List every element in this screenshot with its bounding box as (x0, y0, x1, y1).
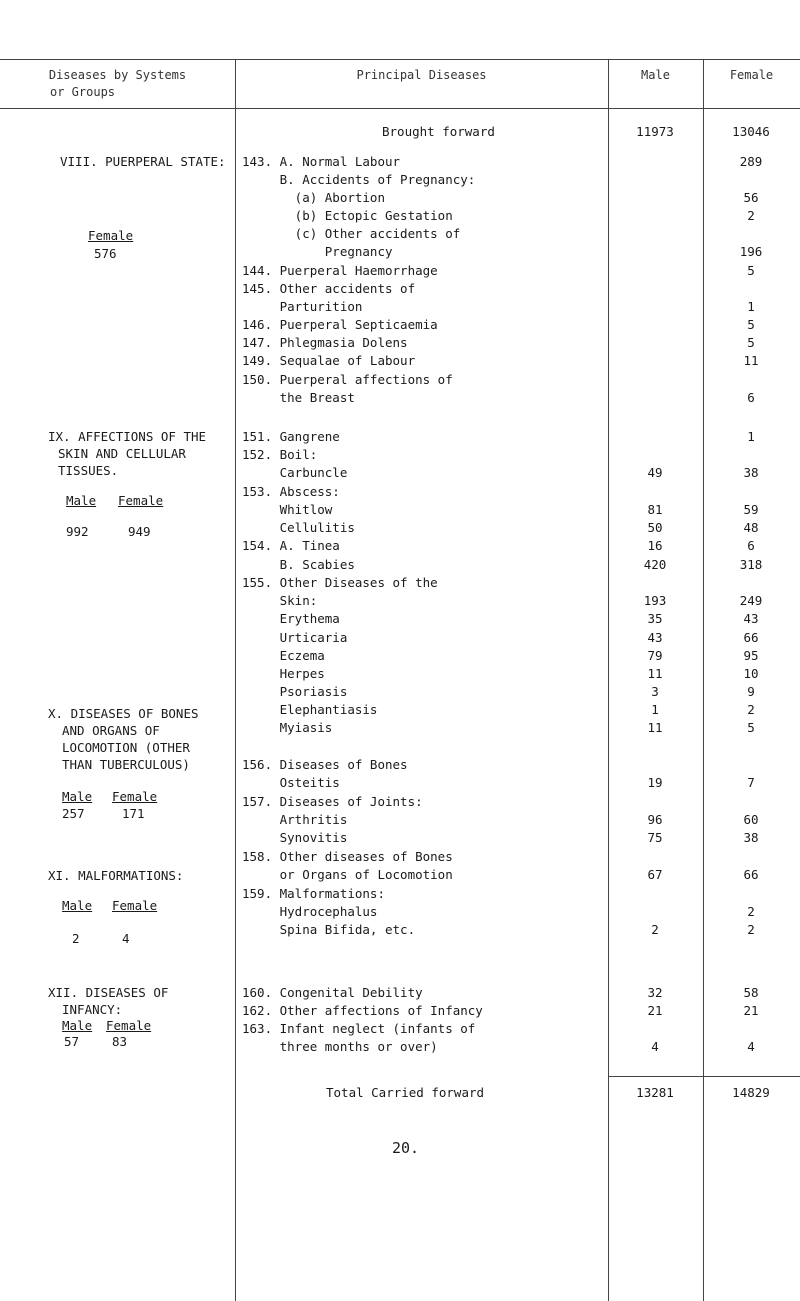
row-label: Cellulitis (242, 520, 355, 535)
group-viii-sub-label: Female (88, 228, 134, 243)
row-female-value: 5 (747, 317, 755, 332)
group-xii-male-label: Male (62, 1018, 93, 1033)
row-male-value: 11 (647, 666, 663, 681)
row-female-value: 6 (747, 390, 755, 405)
row-label: or Organs of Locomotion (242, 867, 453, 882)
row-female-value: 59 (743, 502, 759, 517)
row-female-value: 196 (739, 244, 763, 259)
row-female-value: 6 (747, 538, 755, 553)
row-male-value: 35 (647, 611, 663, 626)
row-label: 150. Puerperal affections of (242, 372, 453, 387)
row-female-value: 11 (743, 353, 759, 368)
row-label: Eczema (242, 648, 325, 663)
row-label: 157. Diseases of Joints: (242, 794, 423, 809)
row-female-value: 95 (743, 648, 759, 663)
row-label: 147. Phlegmasia Dolens (242, 335, 408, 350)
row-male-value: 49 (647, 465, 663, 480)
row-label: Spina Bifida, etc. (242, 922, 416, 937)
row-female-value: 43 (743, 611, 759, 626)
row-male-value: 96 (647, 812, 663, 827)
group-x-male-label: Male (62, 789, 93, 804)
group-viii-sub-value: 576 (94, 246, 117, 261)
row-label: Skin: (242, 593, 318, 608)
group-xii-title-2: INFANCY: (62, 1002, 123, 1017)
row-label: Pregnancy (242, 244, 393, 259)
row-male-value: 81 (647, 502, 663, 517)
row-female-value: 1 (747, 299, 755, 314)
row-female-value: 66 (743, 867, 759, 882)
row-female-value: 38 (743, 465, 759, 480)
row-male-value: 79 (647, 648, 663, 663)
row-female-value: 5 (747, 720, 755, 735)
row-male-value: 193 (643, 593, 667, 608)
row-label: Hydrocephalus (242, 904, 378, 919)
row-label: Carbuncle (242, 465, 348, 480)
row-label: 143. A. Normal Labour (242, 154, 401, 169)
row-female-value: 38 (743, 830, 759, 845)
header-systems-line1: Diseases by Systems (48, 68, 187, 82)
brought-forward-male: 11973 (636, 124, 674, 139)
row-male-value: 1 (651, 702, 659, 717)
row-female-value: 1 (747, 429, 755, 444)
row-male-value: 75 (647, 830, 663, 845)
page-number: 20. (392, 1139, 420, 1157)
row-female-value: 2 (747, 702, 755, 717)
group-x-title-3: LOCOMOTION (OTHER (62, 740, 190, 755)
header-male: Male (641, 68, 670, 82)
group-x-female-value: 171 (122, 806, 145, 821)
row-male-value: 16 (647, 538, 663, 553)
row-female-value: 56 (743, 190, 759, 205)
group-x-title-2: AND ORGANS OF (62, 723, 160, 738)
group-ix-female-value: 949 (128, 524, 151, 539)
row-label: Erythema (242, 611, 340, 626)
row-label: three months or over) (242, 1039, 438, 1054)
header-female: Female (729, 68, 774, 82)
group-x-title-4: THAN TUBERCULOUS) (62, 757, 190, 772)
row-label: Urticaria (242, 630, 348, 645)
row-label: 151. Gangrene (242, 429, 340, 444)
group-x-female-label: Female (112, 789, 158, 804)
row-label: Myiasis (242, 720, 333, 735)
row-male-value: 2 (651, 922, 659, 937)
group-xii-male-value: 57 (64, 1034, 80, 1049)
row-label: Parturition (242, 299, 363, 314)
row-label: 144. Puerperal Haemorrhage (242, 263, 438, 278)
group-xi-female-label: Female (112, 898, 158, 913)
row-label: (a) Abortion (242, 190, 385, 205)
row-female-value: 289 (739, 154, 763, 169)
group-xi-male-label: Male (62, 898, 93, 913)
row-female-value: 21 (743, 1003, 759, 1018)
brought-forward-female: 13046 (732, 124, 770, 139)
row-female-value: 318 (739, 557, 763, 572)
group-ix-male-value: 992 (66, 524, 89, 539)
total-label: Total Carried forward (326, 1085, 485, 1100)
group-xii-title-1: XII. DISEASES OF (48, 985, 169, 1000)
header-rule (0, 108, 800, 109)
group-ix-title-3: TISSUES. (58, 463, 119, 478)
row-female-value: 2 (747, 904, 755, 919)
header-systems (0, 67, 235, 101)
row-label: 149. Sequalae of Labour (242, 353, 416, 368)
row-female-value: 60 (743, 812, 759, 827)
row-female-value: 10 (743, 666, 759, 681)
group-ix-male-label: Male (66, 493, 97, 508)
row-female-value: 9 (747, 684, 755, 699)
row-male-value: 3 (651, 684, 659, 699)
row-female-value: 66 (743, 630, 759, 645)
row-female-value: 249 (739, 593, 763, 608)
total-rule (608, 1076, 800, 1077)
row-label: Arthritis (242, 812, 348, 827)
row-label: 158. Other diseases of Bones (242, 849, 453, 864)
row-female-value: 58 (743, 985, 759, 1000)
row-label: 159. Malformations: (242, 886, 385, 901)
row-label: 154. A. Tinea (242, 538, 340, 553)
total-male: 13281 (636, 1085, 674, 1100)
group-x-title-1: X. DISEASES OF BONES (48, 706, 199, 721)
row-label: (b) Ectopic Gestation (242, 208, 453, 223)
row-female-value: 5 (747, 263, 755, 278)
row-label: Herpes (242, 666, 325, 681)
row-female-value: 2 (747, 208, 755, 223)
group-x-male-value: 257 (62, 806, 85, 821)
group-ix-title-2: SKIN AND CELLULAR (58, 446, 186, 461)
total-female: 14829 (732, 1085, 770, 1100)
row-label: 155. Other Diseases of the (242, 575, 438, 590)
row-female-value: 4 (747, 1039, 755, 1054)
row-female-value: 5 (747, 335, 755, 350)
row-male-value: 19 (647, 775, 663, 790)
row-male-value: 4 (651, 1039, 659, 1054)
row-label: Osteitis (242, 775, 340, 790)
col-divider-3 (703, 59, 704, 1301)
row-female-value: 7 (747, 775, 755, 790)
row-label: Psoriasis (242, 684, 348, 699)
row-label: 152. Boil: (242, 447, 318, 462)
row-male-value: 420 (643, 557, 667, 572)
row-male-value: 50 (647, 520, 663, 535)
row-label: 146. Puerperal Septicaemia (242, 317, 438, 332)
row-label: Synovitis (242, 830, 348, 845)
group-xi-title: XI. MALFORMATIONS: (48, 868, 184, 883)
group-xii-female-label: Female (106, 1018, 152, 1033)
row-male-value: 11 (647, 720, 663, 735)
top-rule (0, 59, 800, 60)
brought-forward-label: Brought forward (382, 124, 495, 139)
row-label: 156. Diseases of Bones (242, 757, 408, 772)
row-label: Elephantiasis (242, 702, 378, 717)
group-xii-female-value: 83 (112, 1034, 128, 1049)
header-principal: Principal Diseases (356, 68, 487, 82)
group-xi-male-value: 2 (72, 931, 80, 946)
header-systems-line2: or Groups (50, 85, 116, 99)
group-ix-female-label: Female (118, 493, 164, 508)
row-label: 153. Abscess: (242, 484, 340, 499)
row-label: 145. Other accidents of (242, 281, 416, 296)
row-label: B. Accidents of Pregnancy: (242, 172, 476, 187)
row-male-value: 32 (647, 985, 663, 1000)
row-label: 160. Congenital Debility (242, 985, 423, 1000)
group-viii-title: VIII. PUERPERAL STATE: (60, 154, 226, 169)
group-xi-female-value: 4 (122, 931, 130, 946)
row-female-value: 2 (747, 922, 755, 937)
row-label: 162. Other affections of Infancy (242, 1003, 483, 1018)
row-label: B. Scabies (242, 557, 355, 572)
col-divider-2 (608, 59, 609, 1301)
row-label: (c) Other accidents of (242, 226, 461, 241)
col-divider-1 (235, 59, 236, 1301)
row-male-value: 43 (647, 630, 663, 645)
row-female-value: 48 (743, 520, 759, 535)
row-label: the Breast (242, 390, 355, 405)
row-label: Whitlow (242, 502, 333, 517)
group-ix-title-1: IX. AFFECTIONS OF THE (48, 429, 207, 444)
row-label: 163. Infant neglect (infants of (242, 1021, 476, 1036)
row-male-value: 67 (647, 867, 663, 882)
row-male-value: 21 (647, 1003, 663, 1018)
